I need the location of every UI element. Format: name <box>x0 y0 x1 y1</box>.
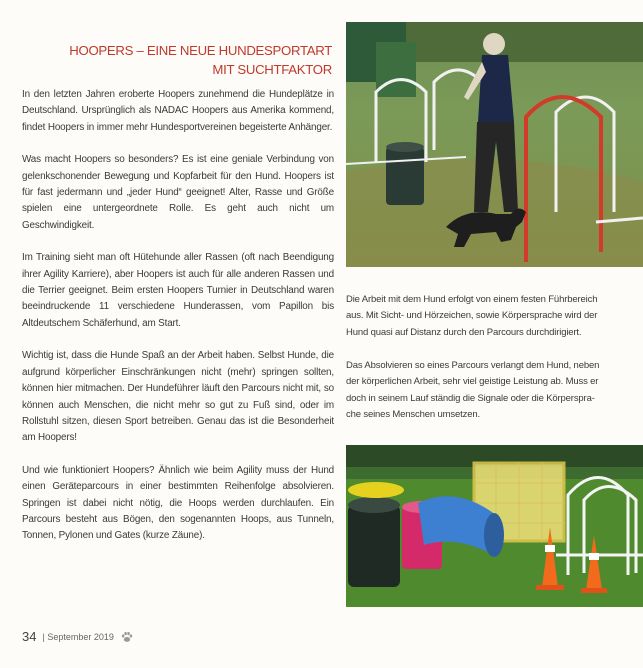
article-title <box>20 41 332 79</box>
paw-icon <box>120 630 134 644</box>
text-line: Hund quasi auf Distanz durch den Parcours durchdirigiert. <box>346 326 582 338</box>
page-footer <box>22 629 134 644</box>
text-line: Das Absolvieren so eines Parcours verlangt dem Hund, neben <box>346 360 600 371</box>
issue-label: | September 2019 <box>42 631 114 642</box>
photo-hoopers-equipment <box>346 445 643 607</box>
photo-handler-dog-hoops <box>346 22 643 267</box>
paragraph: Und wie funktioniert Hoopers? Ähnlich wie beim Agility muss der Hund einen Geräteparcours in einer bestimmten Reihenfolge absolvieren. Springen ist dabei nicht nötig, die Hoops werden durchlaufen. Ein Parcours besteht aus Bögen, den sogenannten Hoops, aus Tunneln, Tonnen, Pylonen und Gates (kurze Zäune). <box>22 464 334 542</box>
right-paragraph-1 <box>346 292 643 341</box>
issue-date: September 2019 <box>47 631 114 642</box>
paragraph: In den letzten Jahren eroberte Hoopers zunehmend die Hundeplätze in Deutschland. Ursprünglich als NADAC Hoopers aus Amerika kommend, findet Hoopers in immer mehr Hundesportvereinen begeisterte Anhänger. <box>22 89 334 133</box>
paragraph: Wichtig ist, dass die Hunde Spaß an der Arbeit haben. Selbst Hunde, die aufgrund körperlicher Einschränkungen nicht (mehr) springen sollten, können hier mitmachen. Der Hundeführer läuft den Parcours nicht mit, so können auch Menschen, die nicht mehr so gut zu Fuß sind, oder im Rollstuhl sitzen, diesen Sport betreiben. Genau das ist die Besonderheit am Hoopers! <box>22 350 334 444</box>
paragraph: Was macht Hoopers so besonders? Es ist eine geniale Verbindung von gelenkschonender Bewegung und Kopfarbeit für den Hund. Hoopers ist für fast jedermann und „jeder Hund“ geeignet! Alter, Rasse und Größe spielen eine untergeordnete Rolle. Es geht auch nicht um Geschwindigkeit. <box>22 154 334 231</box>
left-column <box>22 87 334 561</box>
text-line: che seines Menschen umsetzen. <box>346 409 481 421</box>
text-line: aus. Mit Sicht- und Hörzeichen, sowie Körpersprache wird der <box>346 310 598 322</box>
photo-hoopers-equipment-image <box>346 445 643 607</box>
photo-handler-dog-hoops-image <box>346 22 643 267</box>
page-number: 34 <box>22 629 37 644</box>
article-title-line1: HOOPERS – EINE NEUE HUNDESPORTART <box>69 42 332 58</box>
paragraph: Im Training sieht man oft Hütehunde aller Rassen (oft nach Beendigung ihrer Agility Karriere), aber Hoopers ist auch für alle anderen Rassen und die Terrier geeignet. Beim ersten Hoopers Turnier in Deutschland waren beeindruckende 11 verschiedene Hunderassen, vom Papillon bis Altdeutschem Schäferhund, am Start. <box>22 252 334 329</box>
text-line: Die Arbeit mit dem Hund erfolgt von einem festen Führbereich <box>346 294 598 305</box>
text-line: doch in seinem Lauf ständig die Signale oder die Körperspra- <box>346 392 595 404</box>
right-paragraph-2 <box>346 358 643 424</box>
text-line: der körperlichen Arbeit, sehr viel geistige Leistung ab. Muss er <box>346 376 599 388</box>
article-title-line2: MIT SUCHTFAKTOR <box>212 61 332 77</box>
